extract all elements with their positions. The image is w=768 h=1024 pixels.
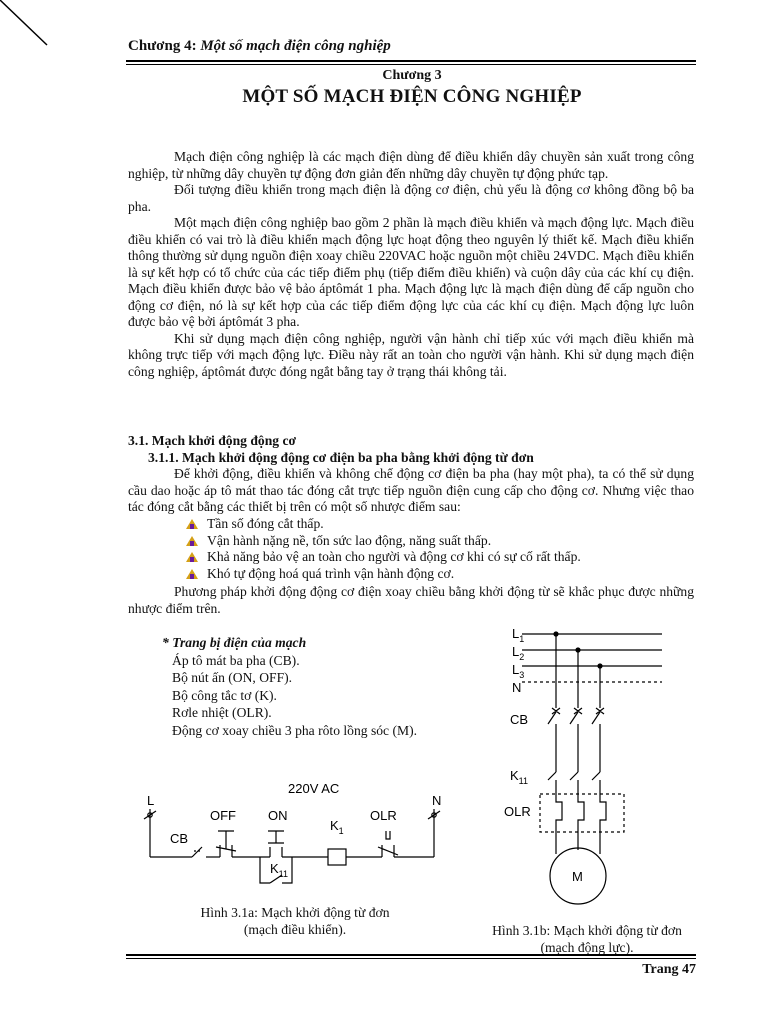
- intro-paragraph: Đối tượng điều khiển trong mạch điện là động cơ điện, chủ yếu là động cơ không đồng bộ ba pha.: [128, 182, 694, 214]
- line-N-label: N: [432, 793, 442, 808]
- bullet-icon: [185, 518, 199, 530]
- intro-text: [128, 149, 694, 380]
- header-subtitle: Một số mạch điện công nghiệp: [200, 38, 391, 54]
- corner-mark: [0, 0, 60, 60]
- chapter-label: Chương 3: [382, 68, 442, 83]
- line-L-label: L: [147, 793, 155, 808]
- supply-label: 220V AC: [288, 781, 340, 796]
- list-item: Khó tự động hoá quá trình vận hành động cơ.: [185, 566, 581, 583]
- bullet-icon: [185, 551, 199, 563]
- header-chapter: Chương 4:: [128, 38, 197, 54]
- on-label: ON: [268, 808, 288, 823]
- subsection-heading: 3.1.1. Mạch khởi động động cơ điện ba pha bằng khởi động từ đơn: [148, 450, 534, 465]
- caption-b: Hình 3.1b: Mạch khởi động từ đơn (mạch động lực).: [492, 923, 682, 955]
- list-item: Vận hành nặng nề, tốn sức lao động, năng suất thấp.: [185, 533, 581, 550]
- chapter-title: MỘT SỐ MẠCH ĐIỆN CÔNG NGHIỆP: [242, 86, 582, 107]
- bullet-icon: [185, 535, 199, 547]
- list-item: Bộ công tắc tơ (K).: [172, 687, 277, 703]
- N-label: N: [512, 680, 522, 695]
- header-rule-thin: [126, 64, 696, 65]
- intro-paragraph: Một mạch điện công nghiệp bao gồm 2 phần là mạch điều khiển và mạch động lực. Mạch điều điều khiển có vai trò là điều khiển mạch động lực hoạt động theo nguyên lý thiết kế. Mạch điều khiển thông thường sử dụng nguồn điện xoay chiều 220VAC hoặc nguồn một chiều 24VDC. Mạch điều khiển là sự kết hợp có tổ chức của các tiếp điểm phụ (tiếp điểm điều khiển) và cuộn dây của các khí cụ điện. Mạch điều khiển được bảo vệ bảo áptômát 1 pha. Mạch động lực là mạch điện dùng để cấp nguồn cho động cơ điện, nó là sự kết hợp của các tiếp điểm động lực của các khí cụ điện. Mạch động lực luôn được bảo vệ bởi áptômát 3 pha.: [128, 215, 694, 329]
- footer-rule: [126, 954, 696, 956]
- footer-rule-thin: [126, 958, 696, 959]
- intro-paragraph: Mạch điện công nghiệp là các mạch điện dùng để điều khiển dây chuyền sản xuất trong công nghiệp, từ những dây chuyền tự động đơn giản đến những dây chuyền tự động phức tạp.: [128, 149, 694, 181]
- caption-a: Hình 3.1a: Mạch khởi động từ đơn (mạch điều khiển).: [200, 905, 390, 937]
- list-item: Rơle nhiệt (OLR).: [172, 705, 272, 720]
- power-circuit-diagram: [500, 620, 670, 920]
- L2-label: $L_2$: [512, 644, 525, 662]
- list-item: Khả năng bảo vệ an toàn cho người và động cơ khi có sự cố rất thấp.: [185, 549, 581, 566]
- closing-text: [128, 584, 694, 617]
- closing-paragraph: Phương pháp khởi động động cơ điện xoay chiều bằng khởi động từ sẽ khắc phục được những nhược điểm trên.: [128, 584, 694, 616]
- section-heading: 3.1. Mạch khởi động động cơ: [128, 433, 297, 448]
- k11-label: $K_{11}$: [270, 861, 289, 879]
- cb-label: CB: [170, 831, 189, 846]
- equipment-heading: * Trang bị điện của mạch: [162, 635, 307, 650]
- L3-label: $L_3$: [512, 662, 525, 680]
- intro-paragraph: Khi sử dụng mạch điện công nghiệp, người vận hành chỉ tiếp xúc với mạch điều khiển mà không trực tiếp với mạch động lực. Điều này rất an toàn cho người vận hành. Khi sử dụng mạch điện công nghiệp, áptômát được đóng ngắt bằng tay ở trạng thái không tải.: [128, 330, 694, 379]
- control-circuit-diagram: [120, 775, 460, 900]
- list-item: Tần số đóng cắt thấp.: [185, 516, 581, 533]
- k1-label: $K_1$: [330, 818, 344, 836]
- drawback-list: [185, 516, 581, 582]
- equipment-list: [162, 634, 418, 739]
- olr-label: OLR: [504, 804, 531, 819]
- header-rule: [126, 60, 696, 62]
- list-item: Áp tô mát ba pha (CB).: [172, 652, 300, 668]
- bullet-icon: [185, 568, 199, 580]
- L1-label: $L_1$: [512, 626, 525, 644]
- off-label: OFF: [210, 808, 236, 823]
- list-item: Động cơ xoay chiều 3 pha rôto lồng sóc (M).: [172, 722, 418, 738]
- subsection-text: [128, 466, 694, 516]
- k11-label: $K_{11}$: [510, 768, 529, 786]
- olr-label: OLR: [370, 808, 397, 823]
- motor-label: M: [572, 869, 583, 884]
- running-header: [128, 38, 391, 55]
- page-number: Trang 47: [642, 962, 696, 977]
- subsection-paragraph: Để khởi động, điều khiển và không chế động cơ điện ba pha (hay một pha), ta có thể sử dụng cầu dao hoặc áp tô mát thao tác đóng cắt trực tiếp nguồn điện cung cấp cho động cơ. Nhưng việc thao tác đóng cắt bằng các thiết bị trên có một số nhược điểm sau:: [128, 466, 694, 514]
- list-item: Bộ nút ấn (ON, OFF).: [172, 670, 293, 685]
- cb-label: CB: [510, 712, 529, 727]
